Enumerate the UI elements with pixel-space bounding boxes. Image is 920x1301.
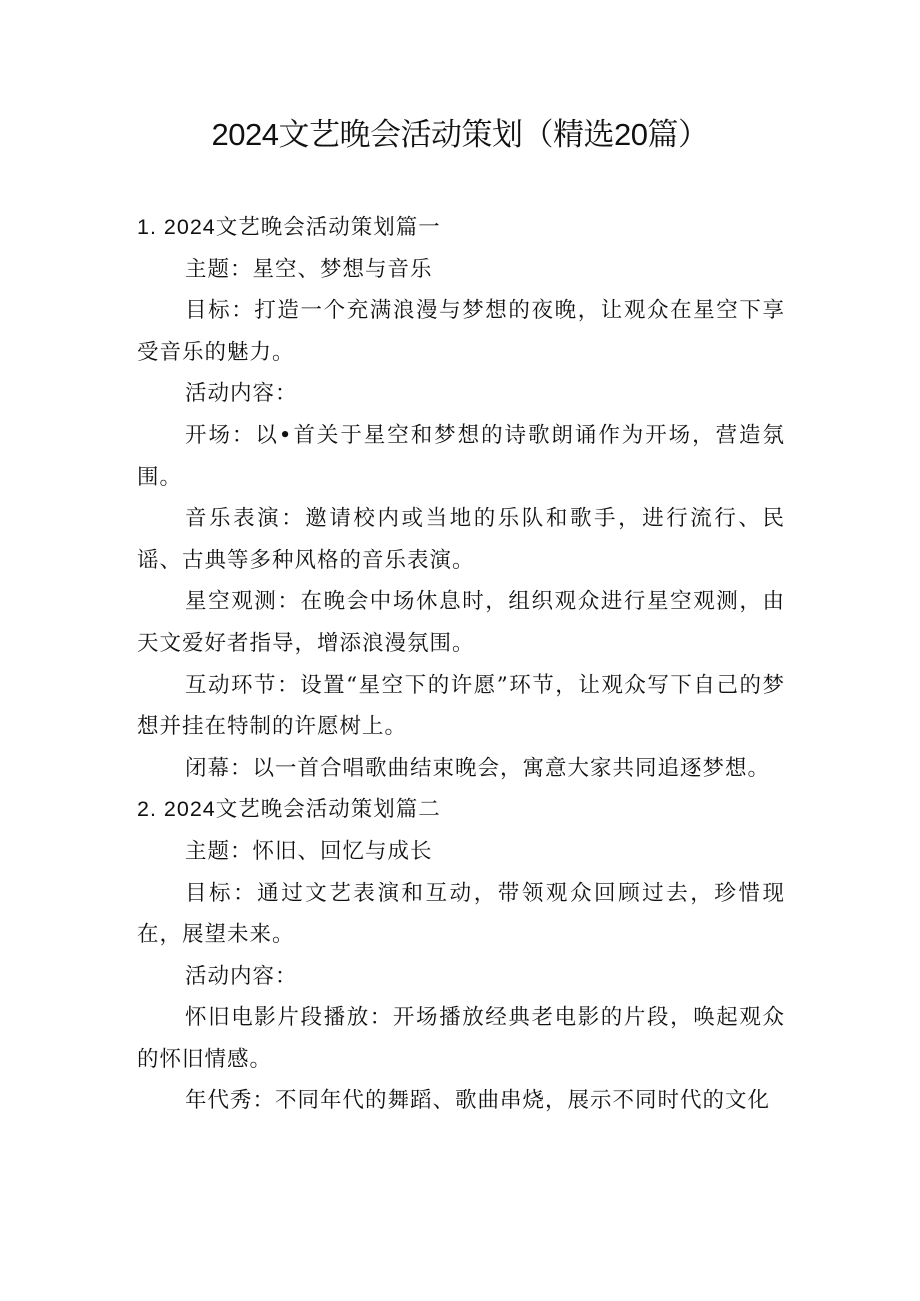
- paragraph-nostalgic-film: 怀旧电影片段播放：开场播放经典老电影的片段，唤起观众的怀旧情感。: [137, 1005, 785, 1072]
- paragraph-activity-label: 活动内容：: [185, 963, 298, 989]
- section-heading: 2. 2024文艺晚会活动策划篇二: [137, 797, 441, 822]
- paragraph-star-observation: 星空观测：在晚会中场休息时，组织观众进行星空观测，由天文爱好者指导，增添浪漫氛围。: [137, 589, 785, 656]
- paragraph-theme: 主题：星空、梦想与音乐: [185, 256, 433, 282]
- paragraph-goal: 目标：打造一个充满浪漫与梦想的夜晚，让观众在星空下享受音乐的魅力。: [137, 298, 785, 365]
- paragraph-interaction: 互动环节：设置“星空下的许愿”环节，让观众写下自己的梦想并挂在特制的许愿树上。: [137, 672, 785, 740]
- paragraph-activity-label: 活动内容：: [185, 381, 298, 407]
- paragraph-music-performance: 音乐表演：邀请校内或当地的乐队和歌手，进行流行、民谣、古典等多种风格的音乐表演。: [137, 506, 785, 573]
- section-heading: 1. 2024文艺晚会活动策划篇一: [137, 215, 441, 239]
- paragraph-goal: 目标：通过文艺表演和互动，带领观众回顾过去，珍惜现在，展望未来。: [137, 880, 785, 948]
- document-title: 2024文艺晚会活动策划（精选20篇）: [211, 117, 709, 152]
- document-body: [137, 207, 785, 1122]
- paragraph-closing: 闭幕：以一首合唱歌曲结束晚会，寓意大家共同追逐梦想。: [185, 755, 771, 781]
- paragraph-era-show: 年代秀：不同年代的舞蹈、歌曲串烧，展示不同时代的文化: [185, 1088, 771, 1114]
- paragraph-opening: 开场：以•首关于星空和梦想的诗歌朗诵作为开场，营造氛围。: [137, 422, 785, 490]
- paragraph-theme: 主题：怀旧、回忆与成长: [185, 838, 433, 864]
